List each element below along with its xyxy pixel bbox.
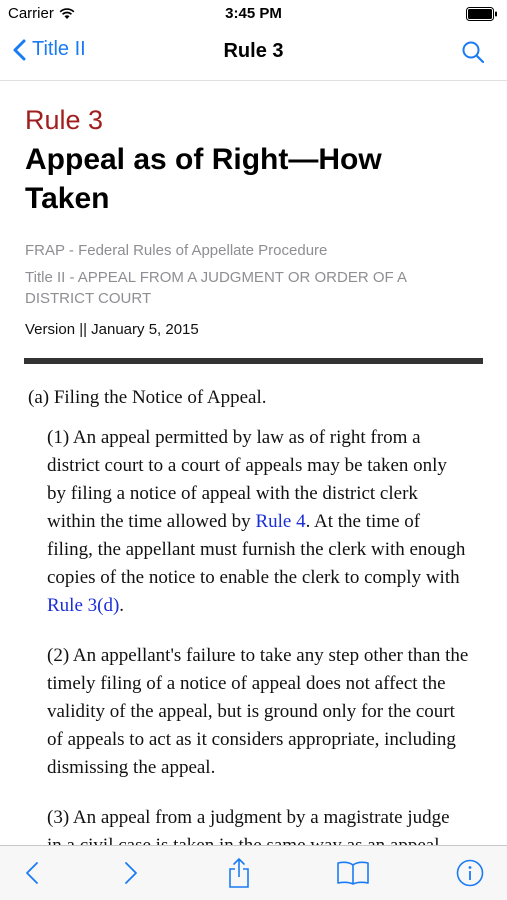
share-icon xyxy=(227,857,251,889)
status-time: 3:45 PM xyxy=(225,5,282,22)
rule-number: Rule 3 xyxy=(25,105,104,135)
paragraph-2: (2) An appellant's failure to take any step other than the timely filing of a notice of appeal does not affect the validity of the appeal, but is ground only for the court of appeals to act as it considers appropriate, including dismissing the appeal. xyxy=(47,645,469,778)
info-icon xyxy=(456,859,484,887)
paragraph-1-text-cont: . At the time of filing, the appellant must furnish the clerk with enough copies of the notice to enable the clerk to comply with xyxy=(47,511,466,588)
source-label: FRAP - Federal Rules of Appellate Procedure xyxy=(25,242,328,259)
version-label: Version || January 5, 2015 xyxy=(25,321,199,338)
rule-content[interactable] xyxy=(0,80,507,846)
next-button[interactable] xyxy=(111,846,151,900)
title-reference: Title II - APPEAL FROM A JUDGMENT OR ORDER OF A DISTRICT COURT xyxy=(25,269,407,307)
battery-icon xyxy=(466,7,498,21)
book-icon xyxy=(336,860,370,886)
rule-header xyxy=(0,80,507,338)
rule-title: Appeal as of Right—How Taken xyxy=(25,143,382,215)
carrier-label: Carrier xyxy=(8,5,54,22)
status-bar xyxy=(0,0,507,28)
previous-button[interactable] xyxy=(12,846,52,900)
rule-3d-link[interactable]: Rule 3(d) xyxy=(47,595,120,616)
paragraph-3: (3) An appeal from a judgment by a magistrate judge xyxy=(47,807,450,828)
bottom-toolbar xyxy=(0,845,507,900)
paragraph-1-text: (1) An appeal permitted by law as of right from a district court to a court of appeals may be taken only by filing a notice of appeal with the district clerk within the time allowed by xyxy=(47,427,447,532)
search-button[interactable] xyxy=(461,40,485,69)
nav-title: Rule 3 xyxy=(223,40,284,62)
back-button-label: Title II xyxy=(32,38,86,60)
chevron-left-icon xyxy=(25,861,39,885)
navigation-bar xyxy=(0,28,507,81)
search-icon xyxy=(461,40,485,64)
rule-4-link[interactable]: Rule 4 xyxy=(255,511,306,532)
share-button[interactable] xyxy=(219,846,259,900)
info-button[interactable] xyxy=(450,846,490,900)
paragraph-1-text-end: . xyxy=(119,595,125,616)
paragraph-1 xyxy=(0,412,507,620)
chevron-right-icon xyxy=(124,861,138,885)
section-heading: (a) Filing the Notice of Appeal. xyxy=(28,387,267,408)
bookmarks-button[interactable] xyxy=(333,846,373,900)
